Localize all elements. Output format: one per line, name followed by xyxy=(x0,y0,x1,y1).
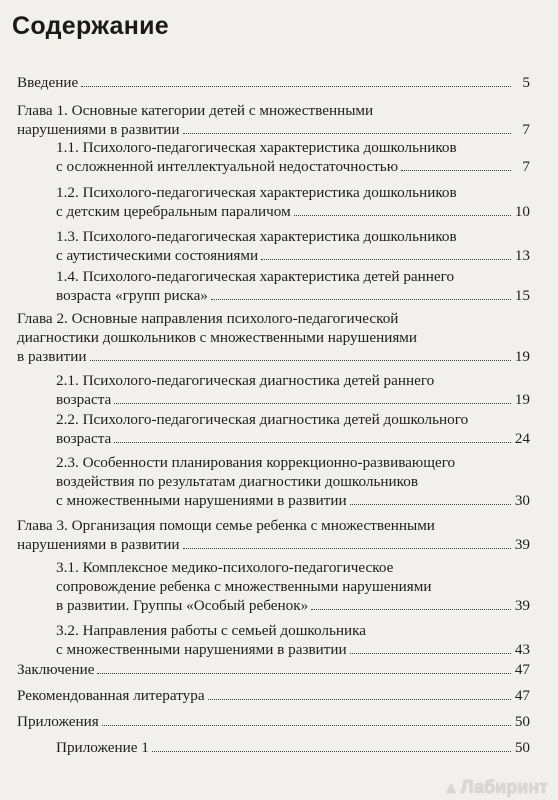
dot-leader xyxy=(261,259,511,260)
toc-entry xyxy=(56,267,530,305)
toc-entry-last-line xyxy=(56,429,530,448)
toc-page-number: 39 xyxy=(514,597,530,614)
toc-entry-last-line xyxy=(17,535,530,554)
toc-entry-line: возраста «групп риска» xyxy=(56,287,208,304)
dot-leader xyxy=(350,653,511,654)
toc-entry xyxy=(56,621,530,659)
toc-page-number: 50 xyxy=(514,713,530,730)
toc-page-number: 19 xyxy=(514,348,530,365)
toc-page-number: 30 xyxy=(514,492,530,509)
toc-page-number: 24 xyxy=(514,430,530,447)
toc-page-number: 43 xyxy=(514,641,530,658)
toc-entry-line: 2.2. Психолого-педагогическая диагностика детей дошкольного xyxy=(56,411,469,428)
labirint-watermark xyxy=(443,777,548,798)
dot-leader xyxy=(401,170,511,171)
toc-entry-last-line xyxy=(56,286,530,305)
toc-page-number: 19 xyxy=(514,391,530,408)
toc-page-number: 50 xyxy=(514,739,530,756)
toc-entry-line: Приложения xyxy=(17,713,99,730)
page-title: Содержание xyxy=(12,12,170,40)
toc-entry-last-line xyxy=(17,347,530,366)
toc-entry xyxy=(56,371,530,409)
toc-page-number: 5 xyxy=(522,74,530,91)
dot-leader xyxy=(311,609,511,610)
dot-leader xyxy=(152,751,511,752)
toc-entry-line: возраста xyxy=(56,391,112,408)
toc-entry-line: диагностики дошкольников с множественными нарушениями xyxy=(17,329,418,346)
toc-entry-line: с детским церебральным параличом xyxy=(56,203,291,220)
toc-entry-line: воздействия по результатам диагностики дошкольников xyxy=(56,473,419,490)
toc-entry xyxy=(17,101,530,139)
toc-entry-line: Глава 1. Основные категории детей с множественными xyxy=(17,102,374,119)
toc-entry-last-line xyxy=(56,202,530,221)
toc-entry-line: 1.2. Психолого-педагогическая характеристика дошкольников xyxy=(56,184,457,201)
toc-entry-last-line xyxy=(56,640,530,659)
dot-leader xyxy=(350,504,511,505)
toc-entry-last-line xyxy=(17,73,530,92)
dot-leader xyxy=(208,699,511,700)
toc-page-number: 47 xyxy=(514,661,530,678)
toc-entry-line: в развитии xyxy=(17,348,87,365)
toc-page-number: 7 xyxy=(522,158,530,175)
toc-entry-line: 2.1. Психолого-педагогическая диагностика детей раннего xyxy=(56,372,435,389)
dot-leader xyxy=(294,215,511,216)
toc-entry-line: сопровождение ребенка с множественными нарушениями xyxy=(56,578,432,595)
toc-entry-line: 2.3. Особенности планирования коррекционно-развивающего xyxy=(56,454,456,471)
toc-entry-line: нарушениями в развитии xyxy=(17,536,180,553)
toc-entry-line: Глава 2. Основные направления психолого-педагогической xyxy=(17,310,399,327)
toc-entry-line: 1.3. Психолого-педагогическая характеристика дошкольников xyxy=(56,228,457,245)
toc-entry-line: Приложение 1 xyxy=(56,739,149,756)
dot-leader xyxy=(97,673,511,674)
toc-entry-line: возраста xyxy=(56,430,112,447)
toc-entry-last-line xyxy=(56,738,530,757)
toc-entry-line: нарушениями в развитии xyxy=(17,121,180,138)
toc-entry-line: 1.4. Психолого-педагогическая характеристика детей раннего xyxy=(56,268,455,285)
dot-leader xyxy=(102,725,511,726)
dot-leader xyxy=(81,86,511,87)
toc-entry xyxy=(56,410,530,448)
toc-entry xyxy=(17,660,530,679)
watermark-text: Лабиринт xyxy=(460,777,548,797)
dot-leader xyxy=(211,299,511,300)
toc-entry xyxy=(17,712,530,731)
dot-leader xyxy=(90,360,512,361)
toc-entry-last-line xyxy=(56,491,530,510)
toc-entry xyxy=(56,138,530,176)
toc-entry xyxy=(17,516,530,554)
toc-entry-line: Глава 3. Организация помощи семье ребенка с множественными xyxy=(17,517,435,534)
labirint-logo-icon: ▲ xyxy=(443,780,459,797)
toc-entry-line: 1.1. Психолого-педагогическая характеристика дошкольников xyxy=(56,139,457,156)
toc-entry-line: Заключение xyxy=(17,661,95,678)
toc-entry xyxy=(56,558,530,615)
toc-page-number: 47 xyxy=(514,687,530,704)
toc-page-number: 13 xyxy=(514,247,530,264)
toc-entry-line: с множественными нарушениями в развитии xyxy=(56,641,347,658)
toc-entry-last-line xyxy=(17,660,530,679)
toc-entry-last-line xyxy=(17,686,530,705)
toc-entry xyxy=(56,183,530,221)
toc-page-number: 39 xyxy=(514,536,530,553)
toc-page-number: 7 xyxy=(522,121,530,138)
toc-entry-line: с множественными нарушениями в развитии xyxy=(56,492,347,509)
toc-entry xyxy=(17,309,530,366)
toc-entry-line: Рекомендованная литература xyxy=(17,687,205,704)
toc-entry xyxy=(56,453,530,510)
toc-entry-last-line xyxy=(56,390,530,409)
toc-entry-line: 3.2. Направления работы с семьей дошкольника xyxy=(56,622,367,639)
toc-entry-line: 3.1. Комплексное медико-психолого-педагогическое xyxy=(56,559,394,576)
toc-entry xyxy=(17,686,530,705)
dot-leader xyxy=(114,442,511,443)
toc-entry xyxy=(56,738,530,757)
toc-entry xyxy=(56,227,530,265)
toc-page-number: 10 xyxy=(514,203,530,220)
dot-leader xyxy=(183,548,511,549)
dot-leader xyxy=(183,133,511,134)
toc-entry-line: Введение xyxy=(17,74,79,91)
toc-entry-last-line xyxy=(17,712,530,731)
toc-entry xyxy=(17,73,530,92)
toc-entry-last-line xyxy=(56,596,530,615)
dot-leader xyxy=(114,403,511,404)
toc-entry-last-line xyxy=(17,120,530,139)
toc-entry-line: с осложненной интеллектуальной недостаточностью xyxy=(56,158,399,175)
toc-entry-line: в развитии. Группы «Особый ребенок» xyxy=(56,597,309,614)
toc-entry-last-line xyxy=(56,246,530,265)
toc-page-number: 15 xyxy=(514,287,530,304)
toc-entry-line: с аутистическими состояниями xyxy=(56,247,259,264)
toc-entry-last-line xyxy=(56,157,530,176)
